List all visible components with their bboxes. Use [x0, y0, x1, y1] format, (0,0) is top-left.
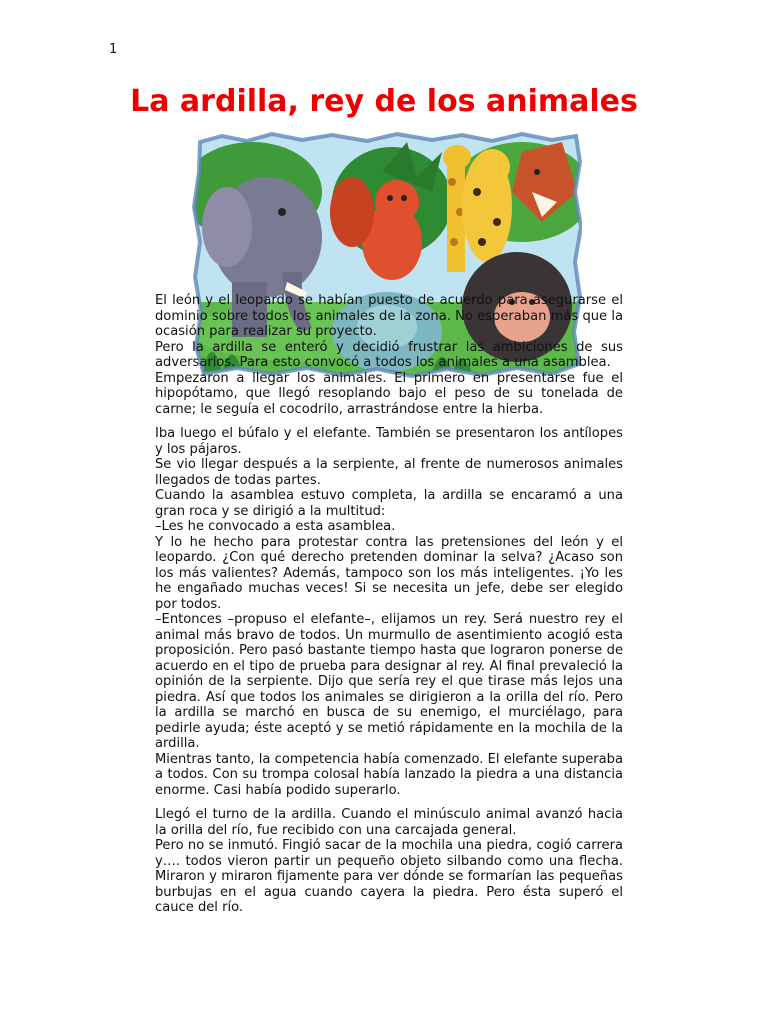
story-paragraph: Pero la ardilla se enteró y decidió frustrar las ambiciones de sus adversarios. Para esto convocó a todos los animales a una asamblea. [155, 339, 623, 370]
story-paragraph: Y lo he hecho para protestar contra las pretensiones del león y el leopardo. ¿Con qué derecho pretenden dominar la selva? ¿Acaso son los más valientes? Además, tampoco son los más inteligentes. ¡Yo les he engañado muchas veces! Si se necesita un jefe, debe ser elegido por todos. [155, 534, 623, 612]
story-paragraph: Cuando la asamblea estuvo completa, la ardilla se encaramó a una gran roca y se dirigió a la multitud: [155, 488, 623, 519]
story-paragraph: Pero no se inmutó. Fingió sacar de la mochila una piedra, cogió carrera y…. todos vieron partir un pequeño objeto silbando como una flecha. Miraron y miraron fijamente para ver dónde se formarían las pequeñas burbujas en el agua cuando cayera la piedra. Pero ésta superó el cauce del río. [155, 838, 623, 915]
story-paragraph: El león y el leopardo se habían puesto de acuerdo para asegurarse el dominio sobre todos los animales de la zona. No esperaban más que la ocasión para realizar su proyecto. [155, 293, 623, 339]
story-paragraph: Se vio llegar después a la serpiente, al frente de numerosos animales llegados de todas partes. [155, 457, 623, 488]
story-paragraph: –Entonces –propuso el elefante–, elijamos un rey. Será nuestro rey el animal más bravo de todos. Un murmullo de asentimiento acogió esta proposición. Pero pasó bastante tiempo hasta que lograron ponerse de acuerdo en el tipo de prueba para designar al rey. Al final prevaleció la opinión de la serpiente. Dijo que sería rey el que tirase más lejos una piedra. Así que todos los animales se dirigieron a la orilla del río. Pero la ardilla se marchó en busca de su enemigo, el murciélago, para pedirle ayuda; éste aceptó y se metió rápidamente en la mochila de la ardilla. [155, 612, 623, 751]
story-paragraph: Empezaron a llegar los animales. El primero en presentarse fue el hipopótamo, que llegó resoplando bajo el peso de su tonelada de carne; le seguía el cocodrilo, arrastrándose entre la hierba. [155, 370, 623, 417]
story-paragraph: –Les he convocado a esta asamblea. [155, 519, 396, 534]
story-paragraph: Iba luego el búfalo y el elefante. También se presentaron los antílopes y los pájaros. [155, 426, 623, 457]
story-paragraph: Llegó el turno de la ardilla. Cuando el minúsculo animal avanzó hacia la orilla del río, fue recibido con una carcajada general. [155, 807, 623, 838]
page-number: 1 [109, 42, 118, 57]
page-title: La ardilla, rey de los animales [130, 84, 638, 119]
story-paragraph: Mientras tanto, la competencia había comenzado. El elefante superaba a todos. Con su trompa colosal había lanzado la piedra a una distancia enorme. Casi había podido superarlo. [155, 751, 623, 798]
story-body [155, 293, 623, 916]
